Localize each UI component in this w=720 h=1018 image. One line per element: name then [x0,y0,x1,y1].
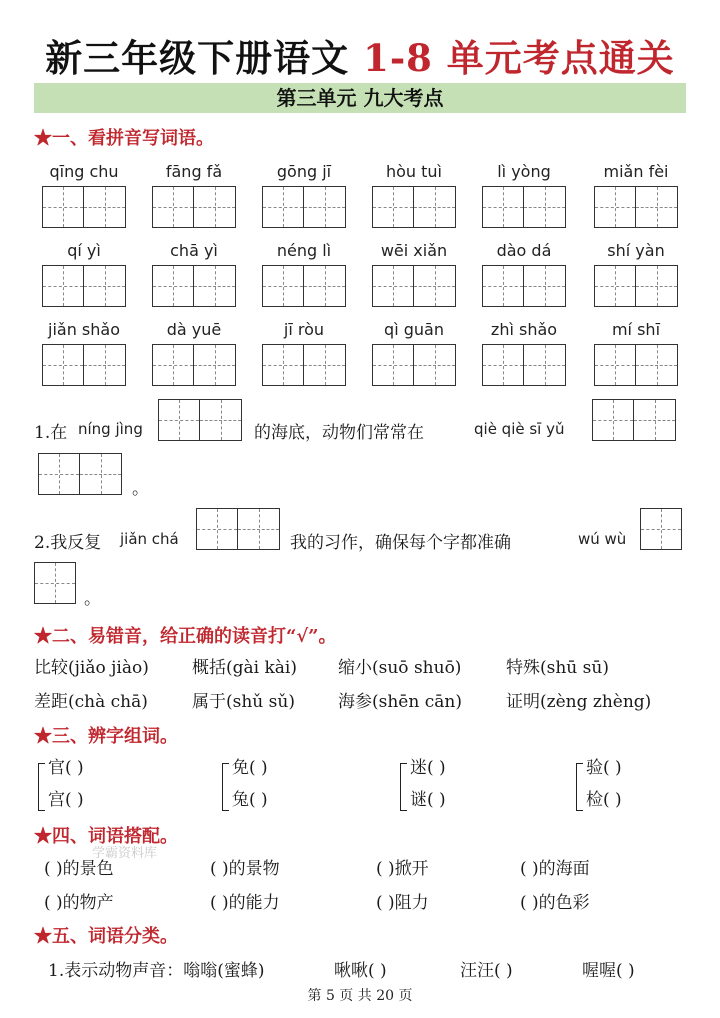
s4-r1-item[interactable]: ( )的景物 [210,859,280,879]
s2-r1-item[interactable]: 概括(gài kài) [192,658,297,678]
s3-item[interactable]: 验( ) [586,758,622,778]
section3-heading: ★三、辨字组词。 [34,726,178,747]
q1-answer-2a[interactable] [592,399,676,441]
s4-r2-item[interactable]: ( )阻力 [376,893,429,913]
pinyin-label: wēi xiǎn [380,241,448,260]
title-highlight: 1-8 单元考点通关 [363,36,675,80]
s5-item: 1.表示动物声音：嗡嗡(蜜蜂) [48,961,265,981]
watermark: 学霸资料库 [92,846,158,861]
page-footer: 第 5 页 共 20 页 [307,988,413,1004]
s4-r1-item[interactable]: ( )的景色 [44,859,114,879]
q2-middle-text: 我的习作，确保每个字都准确 [290,533,511,553]
writing-box[interactable] [594,344,678,386]
writing-box[interactable] [42,186,126,228]
pinyin-label: dà yuē [166,320,222,339]
pinyin-label: gōng jī [276,162,332,181]
q1-end: 。 [132,479,149,499]
s3-item[interactable]: 检( ) [586,790,622,810]
s3-group-3 [410,752,446,816]
section4-heading: ★四、词语搭配。 [34,826,178,847]
s2-r2-item[interactable]: 证明(zèng zhèng) [506,692,652,712]
writing-box[interactable] [152,265,236,307]
writing-box[interactable] [262,344,346,386]
q2-end: 。 [84,589,101,609]
s3-item[interactable]: 谜( ) [410,790,446,810]
pinyin-label: hòu tuì [385,162,442,181]
q2-prefix: 2.我反复 [34,533,102,553]
q2-answer-1[interactable] [196,508,280,550]
q1-answer-1[interactable] [158,399,242,441]
s3-item[interactable]: 官( ) [48,758,84,778]
q2-answer-2b[interactable] [34,562,76,604]
s2-r2-item[interactable]: 海参(shēn cān) [338,692,462,712]
q1-pinyin-1: níng jìng [78,420,143,438]
pinyin-label: miǎn fèi [603,162,669,181]
pinyin-label: fāng fǎ [165,162,223,181]
writing-box[interactable] [262,186,346,228]
q2-pinyin-1: jiǎn chá [120,530,179,548]
q2-answer-2a[interactable] [640,508,682,550]
writing-box[interactable] [482,265,566,307]
writing-box[interactable] [42,344,126,386]
writing-box[interactable] [372,344,456,386]
s4-r1-item[interactable]: ( )掀开 [376,859,429,879]
section1-heading: ★一、看拼音写词语。 [34,128,214,149]
q1-middle-text: 的海底，动物们常常在 [254,423,424,443]
q1-prefix: 1.在 [34,423,68,443]
pinyin-label: chā yì [170,241,218,260]
pinyin-label: dào dá [496,241,552,260]
s4-r2-item[interactable]: ( )的物产 [44,893,114,913]
s2-r2-item[interactable]: 属于(shǔ sǔ) [192,692,295,712]
q2-pinyin-2: wú wù [578,530,627,548]
pinyin-label: jī ròu [283,320,325,339]
title-main: 新三年级下册语文 [45,36,364,80]
s3-item[interactable]: 兔( ) [232,790,268,810]
writing-box[interactable] [372,265,456,307]
pinyin-label: qì guān [384,320,444,339]
writing-box[interactable] [42,265,126,307]
s2-r1-item[interactable]: 比较(jiǎo jiào) [34,658,149,678]
bracket [400,763,407,811]
unit-header: 第三单元 九大考点 [34,83,686,113]
pinyin-label: mí shī [611,320,661,339]
q1-pinyin-2: qiè qiè sī yǔ [474,420,565,438]
writing-box[interactable] [152,186,236,228]
page-title [0,28,720,82]
writing-box[interactable] [594,186,678,228]
section5-heading: ★五、词语分类。 [34,926,178,947]
pinyin-label: shí yàn [607,241,665,260]
pinyin-label: qīng chu [49,162,119,181]
pinyin-label: qí yì [67,241,101,260]
s3-group-1 [48,752,84,816]
section2-heading: ★二、易错音，给正确的读音打“√”。 [34,626,337,647]
writing-box[interactable] [152,344,236,386]
s2-r1-item[interactable]: 缩小(suō shuō) [338,658,462,678]
bracket [576,763,583,811]
s4-r2-item[interactable]: ( )的色彩 [520,893,590,913]
s5-item[interactable]: 喔喔( ) [582,961,635,981]
s4-r2-item[interactable]: ( )的能力 [210,893,280,913]
writing-box[interactable] [372,186,456,228]
s3-group-2 [232,752,268,816]
bracket [38,763,45,811]
s3-item[interactable]: 免( ) [232,758,268,778]
writing-box[interactable] [482,186,566,228]
writing-box[interactable] [262,265,346,307]
writing-box[interactable] [482,344,566,386]
writing-box[interactable] [594,265,678,307]
pinyin-label: néng lì [276,241,332,260]
q1-answer-2b[interactable] [38,453,122,495]
s4-r1-item[interactable]: ( )的海面 [520,859,590,879]
s5-item[interactable]: 啾啾( ) [334,961,387,981]
pinyin-label: jiǎn shǎo [48,320,120,339]
s2-r1-item[interactable]: 特殊(shū sū) [506,658,609,678]
s5-item[interactable]: 汪汪( ) [460,961,513,981]
s3-item[interactable]: 迷( ) [410,758,446,778]
s3-item[interactable]: 宫( ) [48,790,84,810]
s3-group-4 [586,752,622,816]
pinyin-label: zhì shǎo [490,320,558,339]
s2-r2-item[interactable]: 差距(chà chā) [34,692,148,712]
pinyin-label: lì yòng [497,162,551,181]
bracket [222,763,229,811]
